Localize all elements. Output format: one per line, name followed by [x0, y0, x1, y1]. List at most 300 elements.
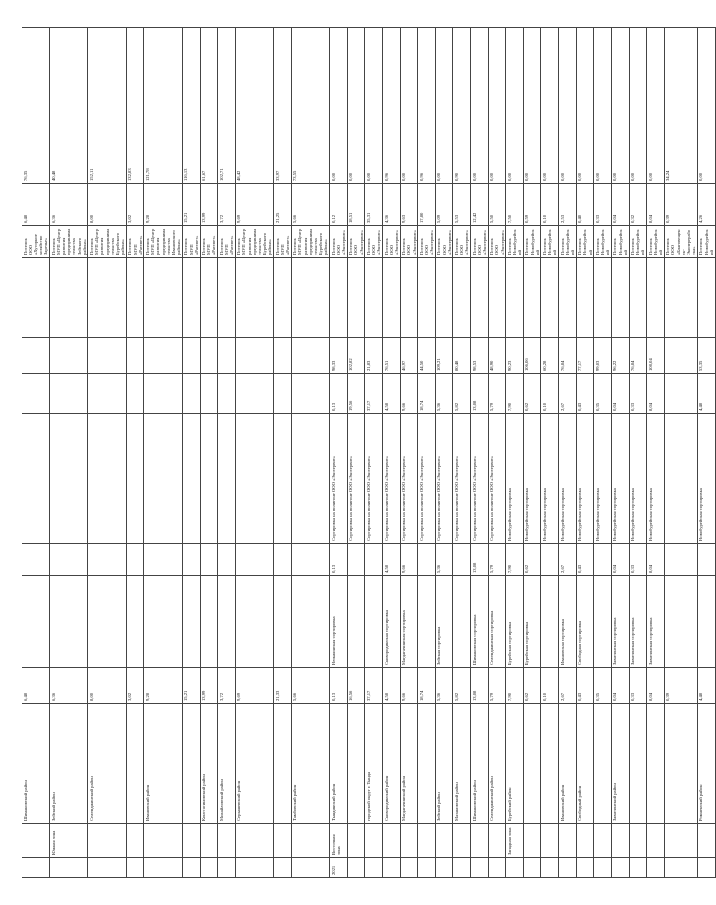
table-cell [664, 704, 697, 824]
table-cell: Магдагачинский район [400, 704, 418, 824]
table-cell: 0,33 [629, 668, 647, 704]
table-cell [274, 858, 292, 878]
table-cell: 5,79 [488, 544, 506, 576]
table-cell: 109,21 [435, 338, 453, 374]
table-cell [200, 824, 218, 858]
table-cell: 13,08 [471, 374, 489, 414]
table-cell [235, 576, 273, 668]
table-cell: 5,82 [453, 668, 471, 704]
table-cell: 0,96 [418, 28, 436, 184]
table-cell [523, 704, 541, 824]
table-cell: 0,10 [541, 184, 559, 226]
table-cell: 9,69 [235, 184, 273, 226]
table-cell [647, 258, 665, 338]
table-cell: Бурейский район [506, 704, 524, 824]
table-cell: 0,00 [697, 28, 715, 184]
table-cell [611, 824, 629, 858]
table-cell [200, 576, 218, 668]
table-row [144, 28, 182, 878]
table-cell: 0,96 [383, 28, 401, 184]
table-cell [50, 576, 88, 668]
table-cell [471, 858, 489, 878]
table-cell: 0,13 [330, 374, 348, 414]
table-cell: 0,35 [594, 668, 612, 704]
table-cell: Магдагачинская сортировка [400, 576, 418, 668]
table-cell: 0,00 [506, 28, 524, 184]
table-cell [274, 374, 292, 414]
table-cell: 77,17 [576, 338, 594, 374]
table-row [235, 28, 273, 878]
table-row [347, 28, 365, 878]
table-cell: 0,10 [541, 374, 559, 414]
table-cell: 37,17 [365, 374, 383, 414]
table-cell: 0,00 [559, 28, 577, 184]
table-cell [435, 858, 453, 878]
table-cell [400, 258, 418, 338]
table-row [400, 28, 418, 878]
table-cell: Сортировка на полигоне ООО «Экосервис» [471, 414, 489, 544]
table-cell: Поселок Новобурейский [594, 226, 612, 258]
table-cell: Сортировка на полигоне ООО «Экосервис» [347, 414, 365, 544]
table-cell [541, 704, 559, 824]
table-cell [594, 704, 612, 824]
table-cell: Сковородинский район [383, 704, 401, 824]
table-cell: 0,04 [611, 374, 629, 414]
table-cell: 48,90 [488, 338, 506, 374]
table-cell: 0,00 [488, 28, 506, 184]
table-cell [576, 824, 594, 858]
table-cell [22, 858, 50, 878]
table-cell: Поселок Новобурейский [559, 226, 577, 258]
table-cell: Поселок ООО «Хуторное хозяйство Заречье» [22, 226, 50, 258]
table-cell [200, 258, 218, 338]
table-cell [88, 338, 126, 374]
table-cell [697, 858, 715, 878]
table-cell: 8,04 [647, 668, 665, 704]
table-cell: Серышевский район [235, 704, 273, 824]
table-cell [418, 258, 436, 338]
table-cell [594, 824, 612, 858]
table-cell: 16,56 [347, 668, 365, 704]
table-cell [291, 374, 329, 414]
table-cell: городской округ г. Тында [365, 704, 383, 824]
table-cell [347, 824, 365, 858]
table-cell [218, 824, 236, 858]
table-cell [365, 258, 383, 338]
table-cell: Нюкжинская сортировка [330, 576, 348, 668]
table-cell [471, 824, 489, 858]
table-cell: Сортировка на полигоне ООО «Экосервис» [365, 414, 383, 544]
table-cell: 2021 [330, 858, 348, 878]
table-cell [330, 258, 348, 338]
table-row [182, 28, 200, 878]
table-cell: 0,04 [611, 668, 629, 704]
table-cell: 7,90 [506, 668, 524, 704]
table-cell: 40,48 [50, 28, 88, 184]
table-cell [291, 576, 329, 668]
table-cell [126, 414, 144, 544]
table-cell [383, 258, 401, 338]
table-cell [418, 544, 436, 576]
table-body [22, 28, 715, 878]
table-cell: 3,02 [126, 184, 144, 226]
table-cell: Михайловский район [218, 704, 236, 824]
table-cell: 46,97 [400, 338, 418, 374]
table-cell [523, 258, 541, 338]
table-cell [126, 338, 144, 374]
table-cell [594, 858, 612, 878]
table-cell [126, 824, 144, 858]
table-cell: 0,00 [541, 28, 559, 184]
table-cell [506, 258, 524, 338]
table-row [471, 28, 489, 878]
table-cell: Завитинская сортировка [629, 576, 647, 668]
table-cell: 0,04 [611, 184, 629, 226]
table-cell: Бурейская сортировка [523, 576, 541, 668]
table-cell: 152,11 [88, 28, 126, 184]
table-cell: 18,51 [347, 184, 365, 226]
table-cell [291, 824, 329, 858]
table-cell: 2,67 [559, 544, 577, 576]
table-cell [126, 544, 144, 576]
table-cell: 18,74 [418, 374, 436, 414]
table-cell: Сортировка на полигоне ООО «Экосервис» [400, 414, 418, 544]
table-cell [383, 858, 401, 878]
table-cell: 0,39 [664, 668, 697, 704]
table-cell: 8,04 [647, 374, 665, 414]
table-cell [235, 858, 273, 878]
table-cell: 4,58 [383, 544, 401, 576]
table-cell [22, 338, 50, 374]
table-cell: 9,63 [400, 184, 418, 226]
table-cell: Тамбовский район [291, 704, 329, 824]
table-cell [576, 258, 594, 338]
table-cell [88, 576, 126, 668]
table-cell: 0,10 [541, 668, 559, 704]
document-page [22, 28, 714, 878]
table-cell [291, 258, 329, 338]
table-cell [50, 414, 88, 544]
table-cell: Сортировка на полигоне ООО «Экосервис» [383, 414, 401, 544]
table-cell [664, 258, 697, 338]
table-cell: 17,80 [418, 184, 436, 226]
table-cell [200, 858, 218, 878]
table-cell [347, 858, 365, 878]
table-cell: 76,51 [383, 338, 401, 374]
table-cell: Сортировка на полигоне ООО «Экосервис» [453, 414, 471, 544]
table-cell: 132,83 [126, 28, 144, 184]
table-cell: 37,17 [365, 668, 383, 704]
table-cell: 98,33 [330, 338, 348, 374]
table-cell [418, 704, 436, 824]
table-cell: Новобурейская сортировка [647, 414, 665, 544]
table-cell [365, 858, 383, 878]
table-cell: 0,43 [576, 374, 594, 414]
table-cell [559, 824, 577, 858]
table-cell: 5,82 [453, 374, 471, 414]
table-cell [235, 544, 273, 576]
table-cell [22, 576, 50, 668]
table-cell: Поселок Новобурейский [697, 226, 715, 258]
table-cell: Поселок Новобурейский [629, 226, 647, 258]
table-cell: Свободный район [576, 704, 594, 824]
table-cell: Западная зона [506, 824, 524, 858]
table-cell: 5,53 [453, 184, 471, 226]
table-cell: Констатиновский район [200, 704, 218, 824]
table-cell: Поселок ООО «Экосервис» [365, 226, 383, 258]
table-cell: Поселок Новобурейский [541, 226, 559, 258]
table-cell [274, 576, 292, 668]
table-cell: 5,66 [291, 668, 329, 704]
table-cell [347, 704, 365, 824]
table-cell [144, 338, 182, 374]
table-cell [50, 374, 88, 414]
table-cell [274, 414, 292, 544]
table-cell [291, 338, 329, 374]
table-cell: 8,04 [647, 184, 665, 226]
table-cell [418, 858, 436, 878]
table-cell [418, 824, 436, 858]
table-cell: Бурейская сортировка [506, 576, 524, 668]
table-cell: Новобурейская сортировка [611, 414, 629, 544]
table-cell: Новобурейская сортировка [629, 414, 647, 544]
table-cell [697, 824, 715, 858]
table-cell: 5,50 [488, 184, 506, 226]
table-cell [435, 824, 453, 858]
table-cell: 0,00 [611, 28, 629, 184]
table-cell: Ивановская сортировка [559, 576, 577, 668]
table-cell [88, 544, 126, 576]
table-cell [365, 576, 383, 668]
table-cell: Поселок ООО «Экосервис» [383, 226, 401, 258]
table-cell [218, 576, 236, 668]
table-cell [22, 258, 50, 338]
table-row [330, 28, 348, 878]
table-cell [488, 858, 506, 878]
table-cell: Поселок ООО «Экосервис» [488, 226, 506, 258]
table-cell: 3,72 [218, 184, 236, 226]
table-cell [144, 824, 182, 858]
table-cell: Южная зона [50, 824, 88, 858]
table-cell [182, 258, 200, 338]
table-cell: 5,79 [488, 374, 506, 414]
table-cell: 0,00 [365, 28, 383, 184]
table-cell: 61,67 [200, 28, 218, 184]
table-row [664, 28, 697, 878]
table-cell: Новобурейская сортировка [559, 414, 577, 544]
table-row [697, 28, 715, 878]
table-row [200, 28, 218, 878]
table-row [435, 28, 453, 878]
table-cell [144, 544, 182, 576]
table-cell [347, 576, 365, 668]
table-cell: 21,33 [274, 668, 292, 704]
table-cell: Сортировка на полигоне ООО «Экосервис» [435, 414, 453, 544]
table-cell [418, 576, 436, 668]
rotated-table-wrapper [22, 28, 714, 878]
table-cell [383, 824, 401, 858]
table-row [88, 28, 126, 878]
table-cell: 0,90 [453, 28, 471, 184]
table-cell [488, 824, 506, 858]
table-cell: 6,48 [22, 184, 50, 226]
table-cell [629, 258, 647, 338]
table-cell: Поселок МУП «Центр развития предпринимательства Ивановского района» [144, 226, 182, 258]
table-cell: 116,13 [182, 28, 200, 184]
table-cell [453, 576, 471, 668]
table-cell: 13,08 [471, 668, 489, 704]
table-cell: 8,00 [88, 184, 126, 226]
table-row [488, 28, 506, 878]
table-cell: Новобурейская сортировка [506, 414, 524, 544]
table-cell [400, 858, 418, 878]
table-cell: Поселок ООО «Благовещенск-Экопереработка» [664, 226, 697, 258]
table-row [541, 28, 559, 878]
table-cell: Селемджинский район [488, 704, 506, 824]
table-cell: Мазановский район [453, 704, 471, 824]
table-cell: 0,00 [523, 28, 541, 184]
table-row [594, 28, 612, 878]
table-cell [218, 544, 236, 576]
table-cell: Поселок МУП «Центр развития предпринимательства Зейского района» [50, 226, 88, 258]
table-cell: 0,40 [576, 184, 594, 226]
table-cell [50, 858, 88, 878]
table-cell: 5,79 [488, 668, 506, 704]
table-cell [611, 258, 629, 338]
table-cell [629, 704, 647, 824]
table-cell [126, 704, 144, 824]
table-cell: 7,50 [506, 184, 524, 226]
table-cell [488, 258, 506, 338]
table-cell: 0,00 [435, 28, 453, 184]
table-cell: Поселок МУП «Рассвет» [200, 226, 218, 258]
table-cell [126, 858, 144, 878]
table-cell: 21,83 [365, 338, 383, 374]
table-cell: Новобурейская сортировка [541, 414, 559, 544]
table-cell: Зейский район [50, 704, 88, 824]
table-cell: 15,21 [182, 668, 200, 704]
table-cell: 0,13 [330, 668, 348, 704]
table-cell [541, 544, 559, 576]
table-cell: Новобурейская сортировка [523, 414, 541, 544]
table-cell [664, 858, 697, 878]
table-cell: 0,43 [576, 668, 594, 704]
table-cell: Сковородинская сортировка [383, 576, 401, 668]
table-cell [144, 374, 182, 414]
table-cell [218, 414, 236, 544]
table-cell: Поселок ООО «Экосервис» [435, 226, 453, 258]
table-cell [182, 704, 200, 824]
table-cell [664, 414, 697, 544]
table-cell [291, 858, 329, 878]
table-cell: 6,36 [50, 668, 88, 704]
table-cell [697, 544, 715, 576]
table-cell: Поселок ООО «Экосервис» [453, 226, 471, 258]
table-cell: 6,36 [50, 184, 88, 226]
table-cell: 12,42 [471, 184, 489, 226]
table-cell: Поселок МУП «Рассвет» [274, 226, 292, 258]
table-cell [647, 824, 665, 858]
table-cell: Новобурейская сортировка [697, 414, 715, 544]
table-cell [594, 544, 612, 576]
table-cell [594, 576, 612, 668]
table-cell [664, 374, 697, 414]
table-cell: Селемджинская сортировка [488, 576, 506, 668]
table-cell [182, 576, 200, 668]
table-cell: 5,36 [435, 544, 453, 576]
table-cell [144, 576, 182, 668]
table-cell: Завитинская сортировка [611, 576, 629, 668]
table-cell: 4,58 [383, 374, 401, 414]
table-cell: 0,39 [664, 184, 697, 226]
table-cell [126, 258, 144, 338]
table-row [647, 28, 665, 878]
table-cell: 108,04 [647, 338, 665, 374]
table-cell: 5,36 [435, 374, 453, 414]
table-cell: 3,02 [126, 668, 144, 704]
table-cell [541, 258, 559, 338]
table-cell: 2,67 [559, 668, 577, 704]
table-cell: Сортировка на полигоне ООО «Экосервис» [418, 414, 436, 544]
table-cell [200, 414, 218, 544]
table-cell [365, 824, 383, 858]
table-cell [453, 258, 471, 338]
table-cell [218, 258, 236, 338]
table-cell [274, 258, 292, 338]
table-cell [347, 258, 365, 338]
table-row [50, 28, 88, 878]
table-cell: Поселок МУП «Рассвет» [218, 226, 236, 258]
table-cell: 0,04 [611, 544, 629, 576]
table-cell: 0,13 [330, 544, 348, 576]
table-cell: 9,66 [400, 668, 418, 704]
table-cell: 3,72 [218, 668, 236, 704]
table-cell [182, 824, 200, 858]
table-cell: Поселок МУП «Центр развития предпринимательства Бурейского района» [291, 226, 329, 258]
table-row [218, 28, 236, 878]
table-cell: 98,53 [471, 338, 489, 374]
table-cell: 5,36 [435, 668, 453, 704]
table-cell [559, 858, 577, 878]
table-cell: 8,00 [88, 668, 126, 704]
table-cell: 9,28 [144, 668, 182, 704]
table-cell [506, 858, 524, 878]
table-cell: 76,84 [629, 338, 647, 374]
table-cell [235, 414, 273, 544]
table-cell: 0,62 [523, 374, 541, 414]
table-cell [22, 544, 50, 576]
table-cell: Шимановская сортировка [471, 576, 489, 668]
table-cell [218, 338, 236, 374]
table-cell: Ивановский район [559, 704, 577, 824]
table-cell: 35,31 [365, 184, 383, 226]
table-cell [235, 338, 273, 374]
table-cell [291, 414, 329, 544]
table-cell [274, 544, 292, 576]
table-row [418, 28, 436, 878]
table-cell [200, 338, 218, 374]
table-cell: 0,62 [523, 668, 541, 704]
table-cell [88, 374, 126, 414]
table-cell: 0,33 [629, 544, 647, 576]
table-cell: 106,06 [523, 338, 541, 374]
table-cell: 0,43 [576, 544, 594, 576]
table-row [274, 28, 292, 878]
table-cell: 2,67 [559, 374, 577, 414]
table-cell [541, 576, 559, 668]
table-cell: Свободная сортировка [576, 576, 594, 668]
table-row [559, 28, 577, 878]
